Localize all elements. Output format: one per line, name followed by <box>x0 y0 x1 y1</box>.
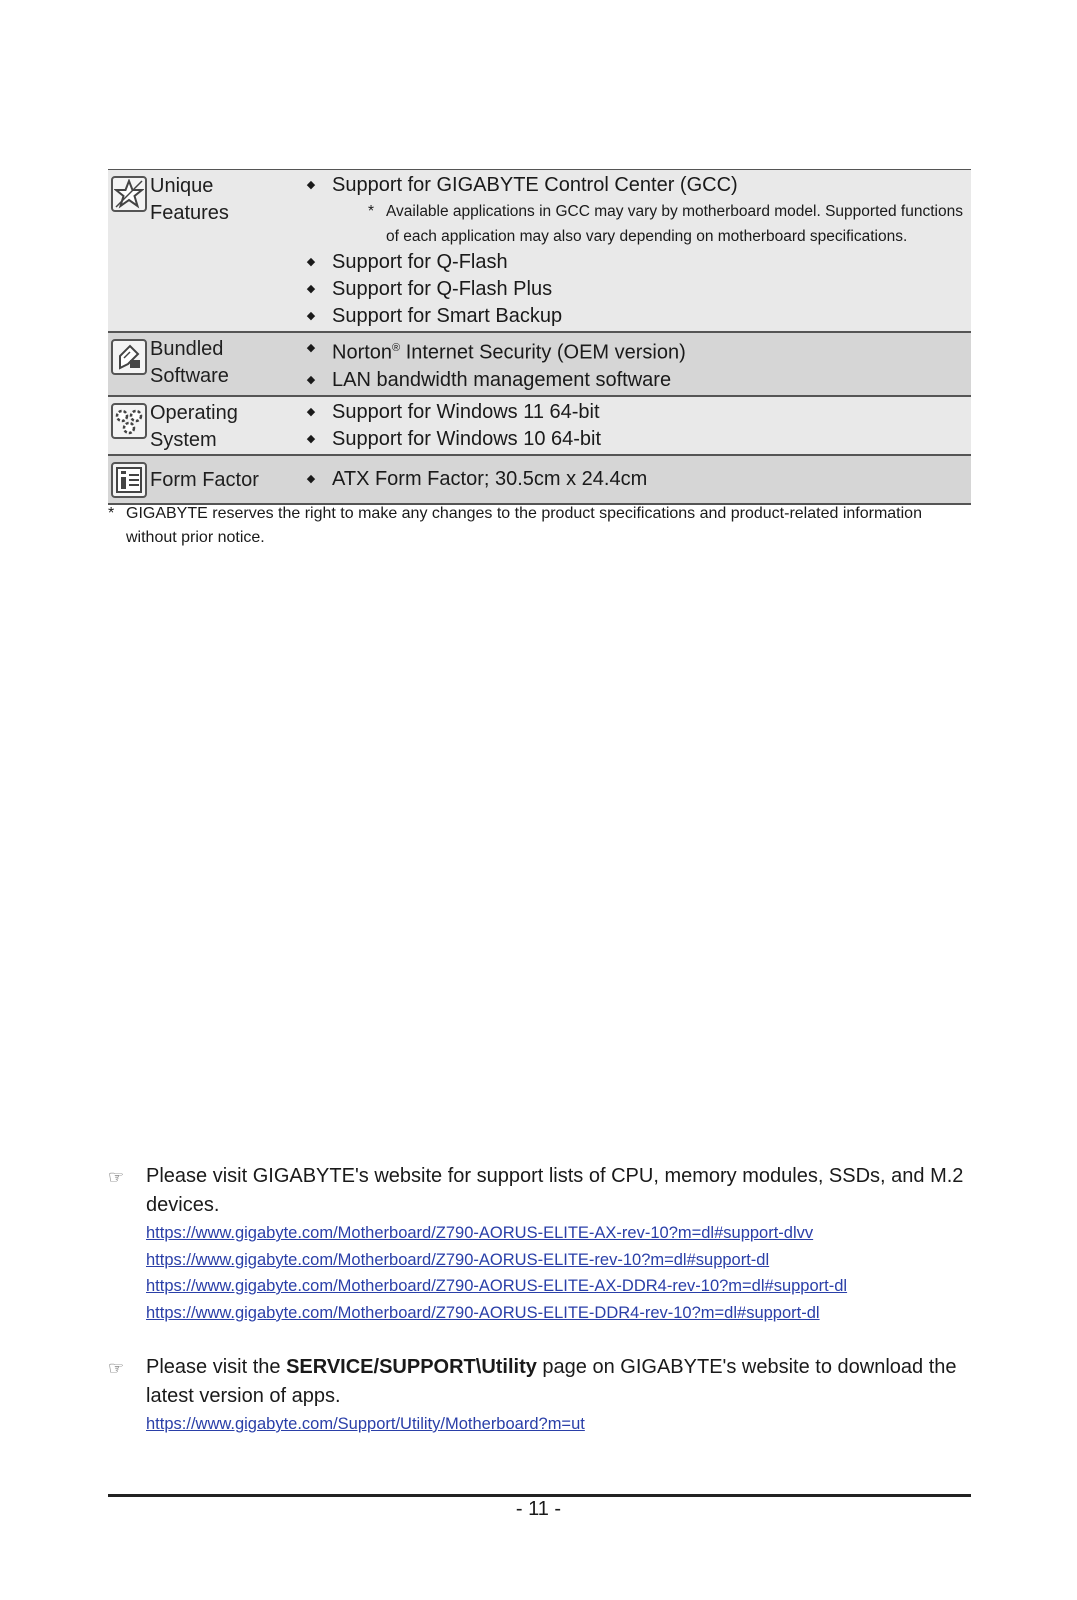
diamond-bullet-icon: ◆ <box>306 472 316 485</box>
spec-items <box>290 397 971 454</box>
spec-item: ◆ Norton® Internet Security (OEM version) <box>290 335 971 367</box>
spec-item: ◆ Support for GIGABYTE Control Center (GCC) <box>290 172 971 199</box>
software-icon <box>111 339 147 375</box>
support-link[interactable]: https://www.gigabyte.com/Motherboard/Z790-AORUS-ELITE-AX-rev-10?m=dl#support-dlvv <box>146 1224 814 1242</box>
spec-label-cell <box>108 397 290 454</box>
diamond-bullet-icon: ◆ <box>306 310 316 322</box>
pointing-hand-icon: ☞ <box>108 1167 125 1187</box>
spec-row-unique-features <box>108 170 971 333</box>
star-icon <box>111 176 147 212</box>
spec-table <box>108 169 971 505</box>
spec-label: Bundled Software <box>150 338 229 387</box>
spec-row-operating-system <box>108 397 971 456</box>
spec-label-cell <box>108 170 290 331</box>
spec-items <box>290 170 971 331</box>
diamond-bullet-icon: ◆ <box>306 342 316 354</box>
disclaimer-footnote: * GIGABYTE reserves the right to make any changes to the product specifications and product-related information without prior notice. <box>108 505 922 546</box>
support-link[interactable]: https://www.gigabyte.com/Motherboard/Z790-AORUS-ELITE-DDR4-rev-10?m=dl#support-dl <box>146 1303 820 1322</box>
spec-item: ◆ Support for Smart Backup <box>290 303 971 330</box>
footer-rule <box>108 1494 971 1497</box>
spec-label: Form Factor <box>150 468 259 491</box>
pointing-hand-icon: ☞ <box>108 1358 125 1378</box>
page-number: - 11 - <box>515 1498 562 1520</box>
spec-item: ◆ Support for Windows 10 64-bit <box>290 426 971 453</box>
diamond-bullet-icon: ◆ <box>306 179 316 191</box>
diamond-bullet-icon: ◆ <box>306 256 316 268</box>
spec-item: ◆ ATX Form Factor; 30.5cm x 24.4cm <box>290 466 647 493</box>
diamond-bullet-icon: ◆ <box>306 283 316 295</box>
spec-item: ◆ Support for Windows 11 64-bit <box>290 399 971 426</box>
diamond-bullet-icon: ◆ <box>306 373 316 386</box>
tip-utility-page: ☞ Please visit the SERVICE/SUPPORT\Utility page on GIGABYTE's website to download the latest version of apps. https://www.gigabyte.com/Support/Utility/Motherboard?m=ut <box>108 1353 971 1438</box>
support-link[interactable]: https://www.gigabyte.com/Motherboard/Z790-AORUS-ELITE-AX-DDR4-rev-10?m=dl#support-dl <box>146 1277 848 1295</box>
spec-item: ◆ Support for Q-Flash <box>290 249 971 276</box>
board-icon <box>111 462 147 498</box>
gears-icon <box>111 403 147 439</box>
spec-label-cell <box>108 460 290 498</box>
spec-label: Operating System <box>150 401 238 451</box>
spec-item: ◆ LAN bandwidth management software <box>290 367 971 394</box>
support-link[interactable]: https://www.gigabyte.com/Motherboard/Z790-AORUS-ELITE-rev-10?m=dl#support-dl <box>146 1250 770 1269</box>
spec-items <box>290 333 971 395</box>
spec-label: Unique Features <box>150 175 229 224</box>
diamond-bullet-icon: ◆ <box>306 432 316 445</box>
spec-row-form-factor <box>108 456 971 505</box>
spec-items <box>290 460 971 498</box>
diamond-bullet-icon: ◆ <box>306 405 316 418</box>
spec-row-bundled-software <box>108 333 971 397</box>
spec-item: ◆ Support for Q-Flash Plus <box>290 276 971 303</box>
utility-link[interactable]: https://www.gigabyte.com/Support/Utility/Motherboard?m=ut <box>146 1415 585 1433</box>
spec-label-cell <box>108 333 290 395</box>
spec-note: * Available applications in GCC may vary by motherboard model. Supported functions of each application may also vary depending on motherboard specifications. <box>368 203 963 245</box>
tip-support-lists: ☞ Please visit GIGABYTE's website for support lists of CPU, memory modules, SSDs, and M.2 devices. https://www.gigabyte.com/Motherboard/Z790-AORUS-ELITE-AX-rev-10?m=dl#support-dlvv https://www.gigabyte.com/Motherboard/Z790-AORUS-ELITE-rev-10?m=dl#support-dl https://www.gigabyte.com/Motherboard/Z790-AORUS-ELITE-AX-DDR4-rev-10?m=dl#support-dl https://www.gigabyte.com/Motherboard/Z790-AORUS-ELITE-DDR4-rev-10?m=dl#support-dl <box>108 1162 971 1326</box>
